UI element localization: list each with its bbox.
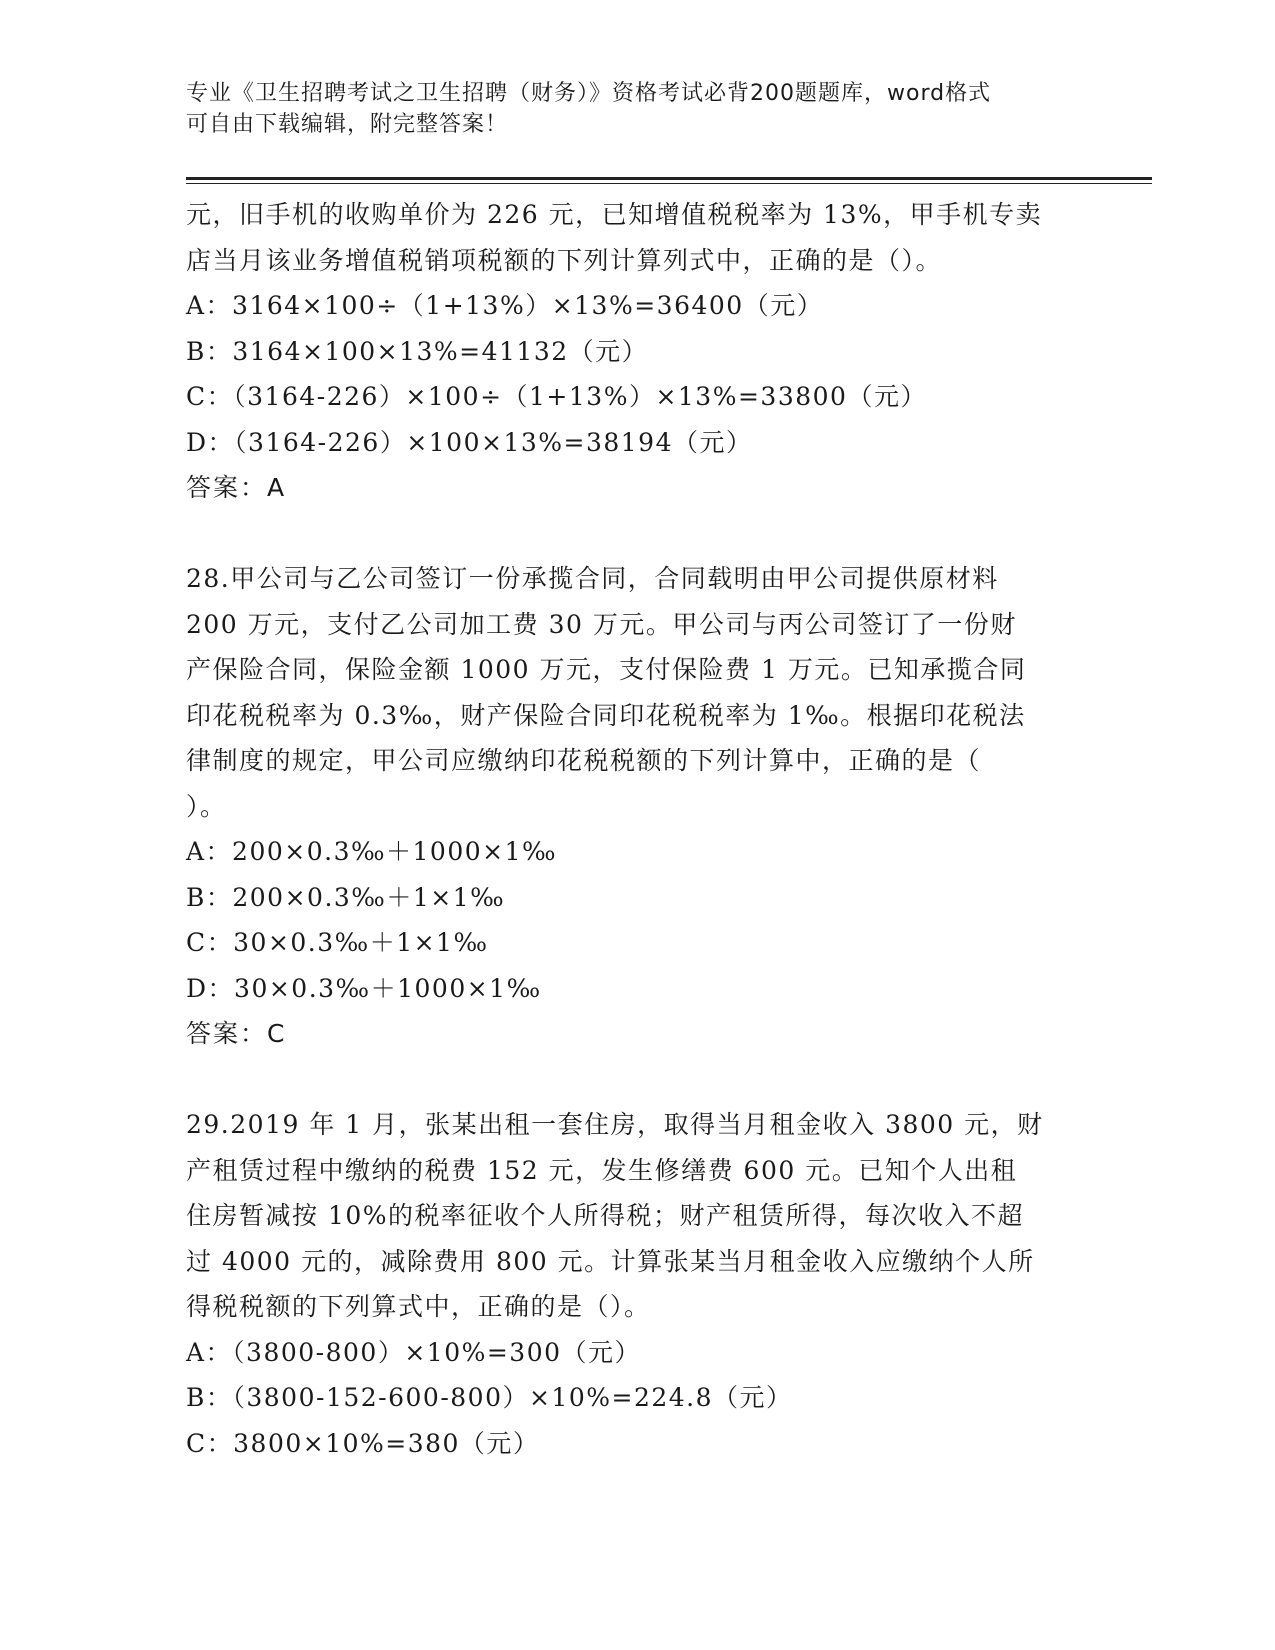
option-a: A：（3800-800）×10%=300（元） (186, 1337, 642, 1367)
option-c: C：30×0.3‰＋1×1‰ (186, 928, 489, 957)
question-text-line: 200 万元，支付乙公司加工费 30 万元。甲公司与丙公司签订了一份财 (186, 609, 1017, 639)
answer: 答案：C (186, 1019, 287, 1048)
question-text-line: 产保险合同，保险金额 1000 万元，支付保险费 1 万元。已知承揽合同 (186, 655, 1027, 684)
header-line-1: 专业《卫生招聘考试之卫生招聘（财务）》资格考试必背200题题库，word格式 (186, 81, 992, 106)
option-c: C：（3164-226）×100÷（1+13%）×13%=33800（元） (186, 382, 927, 411)
question-text-line: ）。 (186, 791, 227, 821)
document-header (186, 78, 1066, 140)
option-c: C：3800×10%=380（元） (186, 1428, 540, 1458)
question-text-line: 得税税额的下列算式中，正确的是（）。 (186, 1292, 651, 1321)
question-text-line: 店当月该业务增值税销项税额的下列计算列式中，正确的是（）。 (186, 245, 943, 275)
option-d: D：（3164-226）×100×13%=38194（元） (186, 427, 753, 457)
option-a: A：200×0.3‰＋1000×1‰ (186, 837, 558, 866)
question-text-line: 印花税税率为 0.3‰，财产保险合同印花税税率为 1‰。根据印花税法 (186, 700, 1026, 730)
option-a: A：3164×100÷（1+13%）×13%=36400（元） (186, 291, 824, 320)
answer: 答案：A (186, 473, 287, 502)
spacer (186, 511, 1076, 557)
header-rule-thin (186, 183, 1152, 184)
header-rule-thick (186, 177, 1152, 180)
document-body (186, 192, 1076, 1466)
question-text-line: 元，旧手机的收购单价为 226 元，已知增值税税率为 13%，甲手机专卖 (186, 200, 1043, 229)
question-29 (186, 1102, 1076, 1466)
header-line-2: 可自由下载编辑，附完整答案！ (186, 112, 509, 137)
question-text-line: 过 4000 元的，减除费用 800 元。计算张某当月租金收入应缴纳个人所 (186, 1246, 1035, 1276)
option-b: B：（3800-152-600-800）×10%=224.8（元） (186, 1383, 793, 1412)
question-text-line: 产租赁过程中缴纳的税费 152 元，发生修缮费 600 元。已知个人出租 (186, 1155, 1018, 1185)
question-text-line: 29.2019 年 1 月，张某出租一套住房，取得当月租金收入 3800 元，财 (186, 1110, 1044, 1139)
question-27 (186, 192, 1076, 511)
question-28 (186, 556, 1076, 1057)
option-b: B：3164×100×13%=41132（元） (186, 336, 649, 366)
option-b: B：200×0.3‰＋1×1‰ (186, 882, 506, 912)
question-text-line: 住房暂减按 10%的税率征收个人所得税；财产租赁所得，每次收入不超 (186, 1201, 1025, 1230)
question-text-line: 律制度的规定，甲公司应缴纳印花税税额的下列计算中，正确的是（ (186, 746, 982, 775)
option-d: D：30×0.3‰＋1000×1‰ (186, 973, 542, 1003)
spacer (186, 1057, 1076, 1103)
question-text-line: 28.甲公司与乙公司签订一份承揽合同，合同载明由甲公司提供原材料 (186, 564, 999, 593)
